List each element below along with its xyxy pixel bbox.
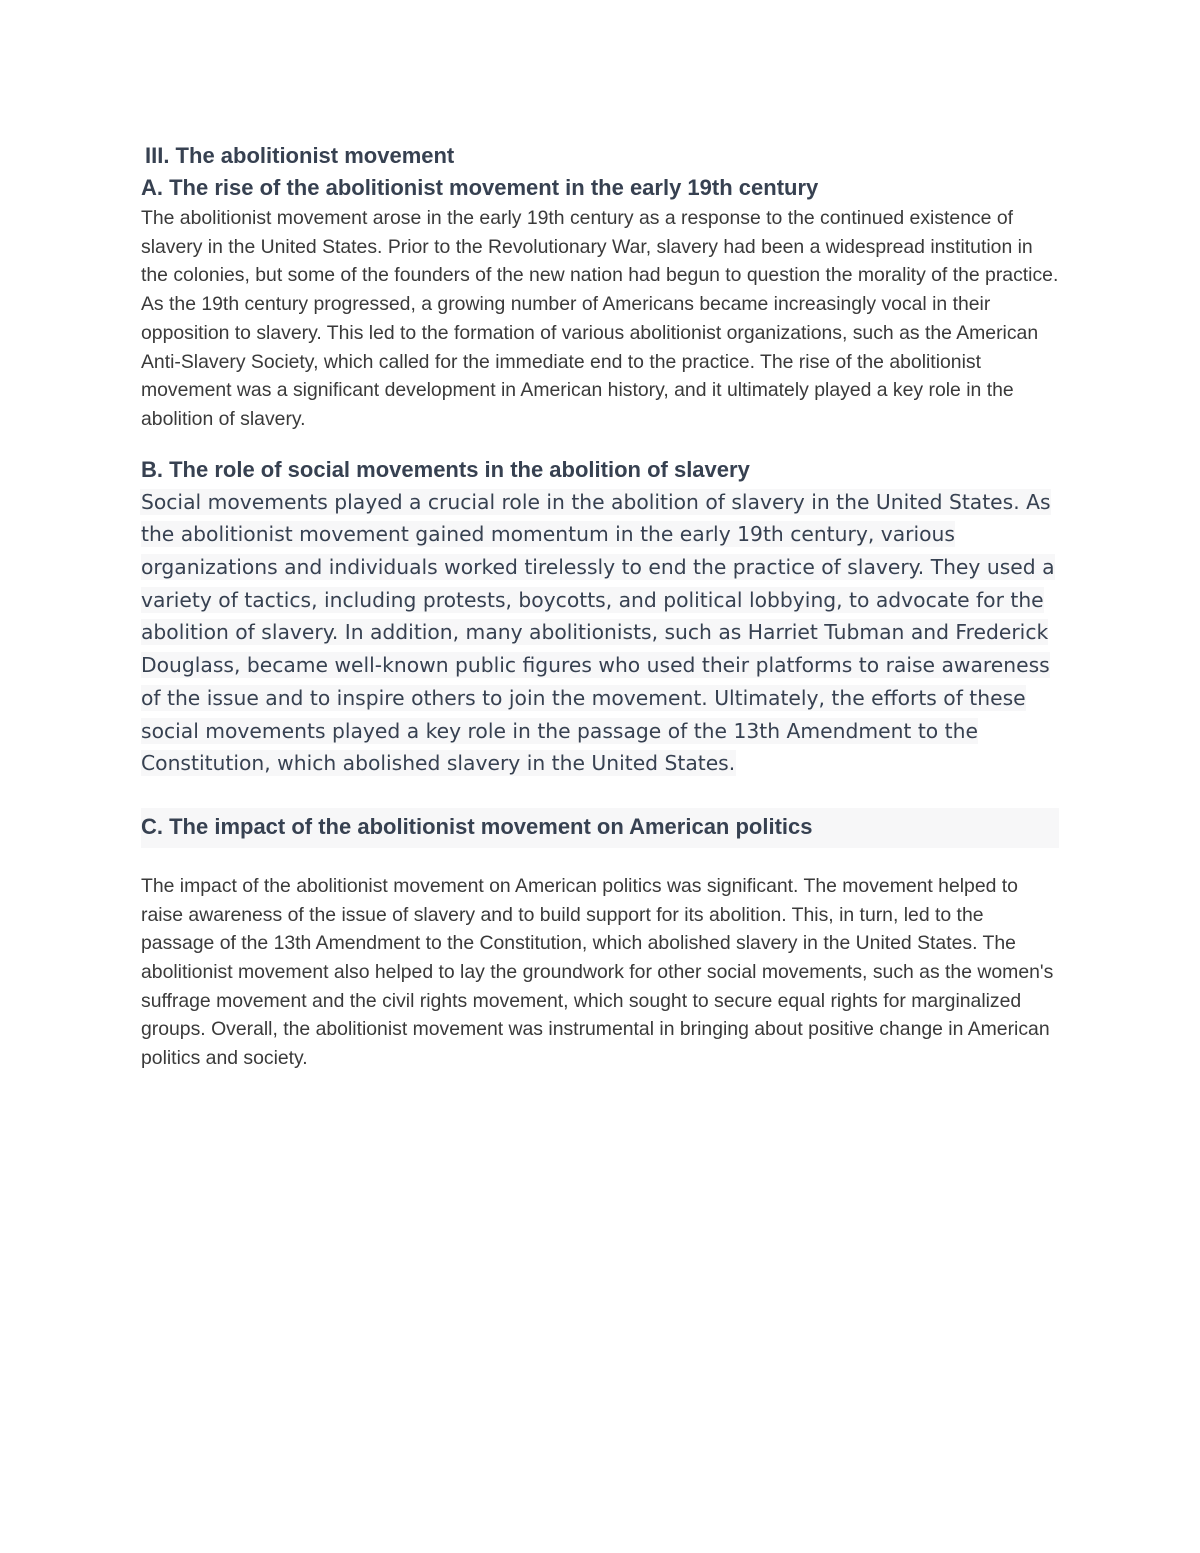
paragraph-part-b-text: Social movements played a crucial role in the abolition of slavery in the United States. As the abolitionist movement gained momentum in the early 19th century, various organizations and individuals worked tirelessly to end the practice of slavery. They used a variety of tactics, including protests, boycotts, and political lobbying, to advocate for the abolition of slavery. In addition, many abolitionists, such as Harriet Tubman and Frederick Douglass, became well-known public figures who used their platforms to raise awareness of the issue and to inspire others to join the movement. Ultimately, the efforts of these social movements played a key role in the passage of the 13th Amendment to the Constitution, which abolished slavery in the United States. (141, 489, 1055, 776)
paragraph-part-a: The abolitionist movement arose in the early 19th century as a response to the continued existence of slavery in the United States. Prior to the Revolutionary War, slavery had been a widespread institution in the colonies, but some of the founders of the new nation had begun to question the morality of the practice. As the 19th century progressed, a growing number of Americans became increasingly vocal in their opposition to slavery. This led to the formation of various abolitionist organizations, such as the American Anti-Slavery Society, which called for the immediate end to the practice. The rise of the abolitionist movement was a significant development in American history, and it ultimately played a key role in the abolition of slavery. (141, 207, 1059, 430)
paragraph-part-c: The impact of the abolitionist movement on American politics was significant. The movement helped to raise awareness of the issue of slavery and to build support for its abolition. This, in turn, led to the passage of the 13th Amendment to the Constitution, which abolished slavery in the United States. The abolitionist movement also helped to lay the groundwork for other social movements, such as the women's suffrage movement and the civil rights movement, which sought to secure equal rights for marginalized groups. Overall, the abolitionist movement was instrumental in bringing about positive change in American politics and society. (141, 874, 1054, 1070)
section-title: III. The abolitionist movement (145, 143, 455, 168)
heading-part-c: C. The impact of the abolitionist movement on American politics (141, 808, 1059, 848)
paragraph-part-b (141, 486, 1061, 780)
document-body (141, 140, 1061, 1073)
heading-part-b: B. The role of social movements in the abolition of slavery (141, 456, 750, 482)
heading-part-a: A. The rise of the abolitionist movement in the early 19th century (141, 175, 819, 200)
